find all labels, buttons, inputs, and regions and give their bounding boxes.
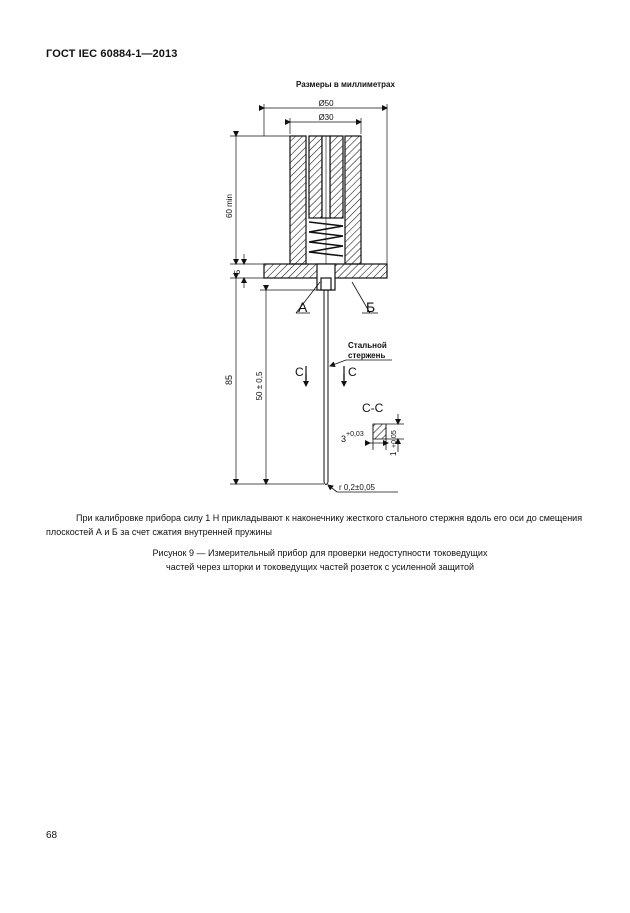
calibration-note — [46, 511, 584, 539]
rod-label-line1: Стальной — [348, 341, 387, 350]
page-number: 68 — [46, 830, 58, 841]
section-profile — [370, 414, 404, 452]
section-marks — [306, 366, 344, 386]
plane-a-label: А — [298, 299, 308, 315]
figure-caption — [100, 546, 540, 574]
total-length-label: 85 — [224, 374, 234, 386]
caption-line-2: частей через шторки и токоведущих частей розеток с усиленной защитой — [166, 562, 474, 572]
section-title: С-С — [362, 401, 384, 415]
plane-b-label: Б — [366, 299, 376, 315]
section-mark-left: С — [295, 365, 304, 379]
units-note: Размеры в миллиметрах — [296, 80, 395, 89]
steel-rod — [324, 290, 328, 485]
caption-line-1: Рисунок 9 — Измерительный прибор для проверки недоступности токоведущих — [152, 548, 488, 558]
plate-thickness-label: 5 — [233, 269, 242, 275]
rod-length-label: 50 ± 0,5 — [255, 371, 264, 401]
section-width-tolerance: +0,03 — [346, 431, 364, 438]
document-header: ГОСТ IEC 60884-1—2013 — [46, 48, 178, 60]
height-min-label: 60 min — [225, 193, 234, 219]
rod-label-leader — [330, 360, 392, 366]
section-height-tolerance: +0,05 — [391, 430, 398, 448]
tip-radius-label: r 0,2±0,05 — [339, 483, 375, 492]
section-mark-right: С — [348, 365, 357, 379]
device-body — [264, 136, 387, 290]
section-width-label: 3 — [341, 434, 347, 444]
rod-label-line2: стержень — [348, 351, 386, 360]
outer-diameter-label: Ø50 — [318, 99, 334, 108]
inner-diameter-label: Ø30 — [318, 113, 334, 122]
section-height-label: 1 — [389, 451, 398, 456]
calibration-note-text: При калибровке прибора силу 1 Н прикладывают к наконечнику жесткого стального стержня вдоль его оси до смещения плоскостей А и Б за счет сжатия внутренней пружины — [46, 513, 583, 537]
